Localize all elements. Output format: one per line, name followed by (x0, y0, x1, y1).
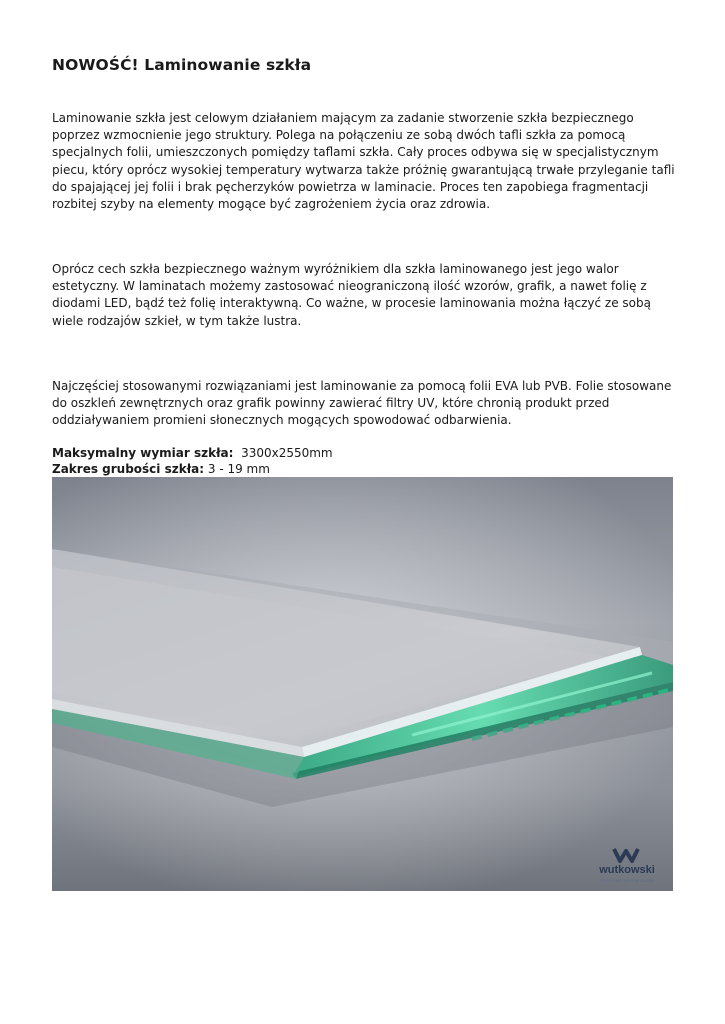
spec-value: 3300x2550mm (241, 446, 333, 460)
spec-label: Zakres grubości szkła: (52, 462, 205, 476)
spec-value: 3 - 19 mm (207, 462, 270, 476)
wave-logo-icon (592, 847, 662, 865)
logo-wordmark: wutkowski (599, 864, 655, 876)
spec-label: Maksymalny wymiar szkła: (52, 446, 234, 460)
laminated-glass-photo (52, 477, 673, 891)
spec-max-size (52, 445, 333, 461)
paragraph-intro: Laminowanie szkła jest celowym działaniem mającym za zadanie stworzenie szkła bezpiecznego poprzez wzmocnienie jego struktury. Polega na połączeniu ze sobą dwóch tafli szkła za pomocą specjalnych folii, umieszczonych pomiędzy taflami szkła. Cały proces odbywa się w specjalistycznym piecu, który oprócz wysokiej temperatury wytwarza także próżnię gwarantującą trwałe przyleganie tafli do spajającej jej folii i brak pęcherzyków powietrza w laminacie. Proces ten zapobiega fragmentacji rozbitej szyby na elementy mogące być zagrożeniem życia oraz zdrowia. (52, 111, 675, 212)
logo-tagline: YOUR PARTNER IN GLASS (599, 878, 655, 883)
paragraph-foils: Najczęściej stosowanymi rozwiązaniami jest laminowanie za pomocą folii EVA lub PVB. Folie stosowane do oszkleń zewnętrznych oraz grafik powinny zawierać filtry UV, które chronią produkt przed oddziaływaniem promieni słonecznych mogących spowodować odbarwienia. (52, 379, 672, 428)
spec-thickness-range (52, 461, 270, 477)
brand-logo (592, 847, 662, 887)
page-title: NOWOŚĆ! Laminowanie szkła (52, 56, 312, 74)
paragraph-aesthetics: Oprócz cech szkła bezpiecznego ważnym wyróżnikiem dla szkła laminowanego jest jego walor estetyczny. W laminatach możemy zastosować nieograniczoną ilość wzorów, grafik, a nawet folię z diodami LED, bądź też folię interaktywną. Co ważne, w procesie laminowania można łączyć ze sobą wiele rodzajów szkieł, w tym także lustra. (52, 262, 651, 328)
